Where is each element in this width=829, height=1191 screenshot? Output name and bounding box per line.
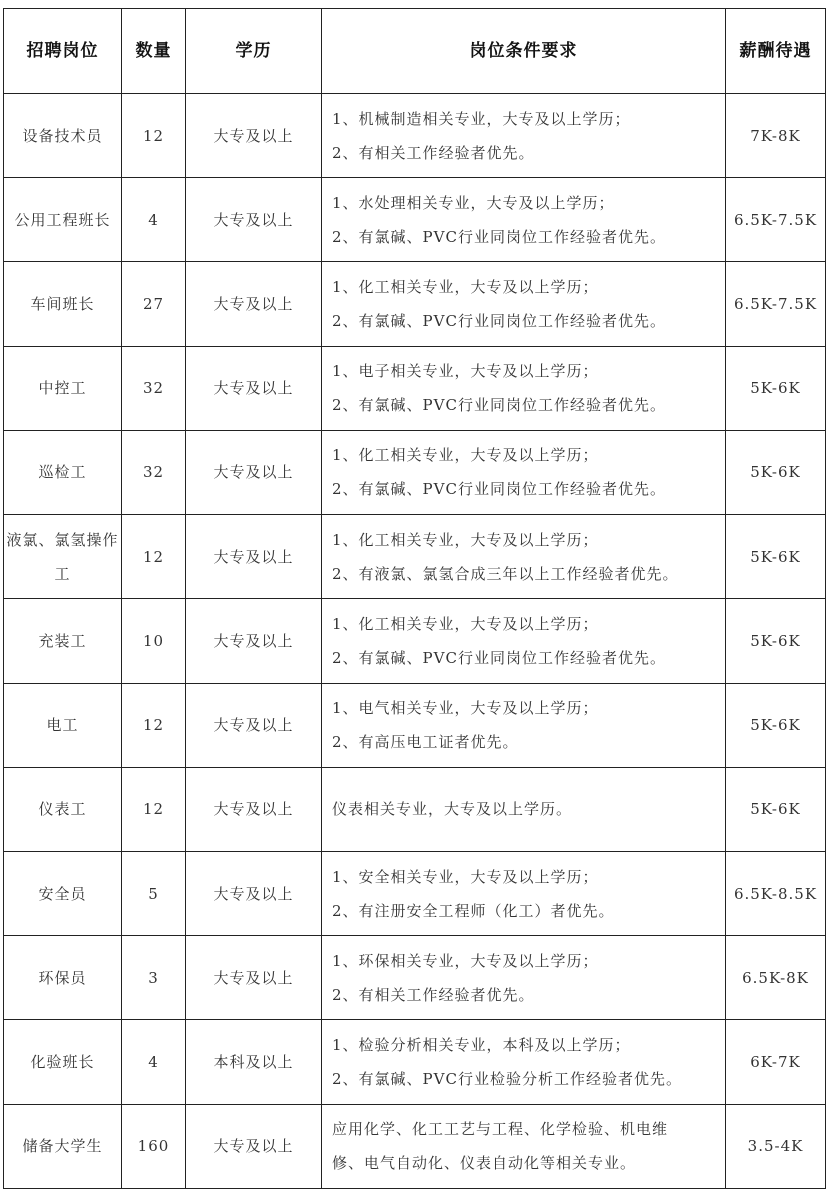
table-row	[4, 94, 826, 178]
requirement-line: 仪表相关专业，大专及以上学历。	[332, 800, 573, 819]
table-row	[4, 262, 826, 346]
salary-cell: 6.5K-8.5K	[726, 851, 826, 935]
count-cell: 12	[122, 94, 186, 178]
salary-cell: 6.5K-7.5K	[726, 178, 826, 262]
requirements-cell	[322, 178, 726, 262]
requirement-line: 应用化学、化工工艺与工程、化学检验、机电维	[332, 1120, 669, 1139]
requirement-line: 2、有氯碱、PVC行业检验分析工作经验者优先。	[332, 1070, 682, 1089]
position-cell: 巡检工	[4, 430, 122, 514]
requirements-cell	[322, 262, 726, 346]
salary-cell: 5K-6K	[726, 346, 826, 430]
table-row	[4, 851, 826, 935]
requirement-line: 2、有相关工作经验者优先。	[332, 985, 535, 1004]
requirement-line: 2、有氯碱、PVC行业同岗位工作经验者优先。	[332, 396, 666, 415]
requirements-cell	[322, 767, 726, 851]
salary-cell: 5K-6K	[726, 683, 826, 767]
position-cell: 电工	[4, 683, 122, 767]
count-cell: 32	[122, 346, 186, 430]
table-header-row	[4, 9, 826, 94]
table-row	[4, 683, 826, 767]
requirement-line: 2、有高压电工证者优先。	[332, 733, 519, 752]
salary-cell: 5K-6K	[726, 767, 826, 851]
requirements-cell	[322, 430, 726, 514]
requirement-line: 1、化工相关专业，大专及以上学历；	[332, 614, 599, 633]
position-cell: 环保员	[4, 936, 122, 1020]
education-cell: 大专及以上	[186, 515, 322, 599]
position-cell: 设备技术员	[4, 94, 122, 178]
count-cell: 32	[122, 430, 186, 514]
table-row	[4, 346, 826, 430]
requirements-cell	[322, 1020, 726, 1104]
requirement-line: 1、水处理相关专业，大专及以上学历；	[332, 193, 615, 212]
salary-cell: 6K-7K	[726, 1020, 826, 1104]
education-cell: 大专及以上	[186, 178, 322, 262]
education-cell: 大专及以上	[186, 430, 322, 514]
count-cell: 12	[122, 767, 186, 851]
education-cell: 本科及以上	[186, 1020, 322, 1104]
recruitment-table	[3, 8, 826, 1189]
education-cell: 大专及以上	[186, 346, 322, 430]
position-cell: 液氯、氯氢操作工	[4, 515, 122, 599]
count-cell: 12	[122, 683, 186, 767]
salary-cell: 6.5K-8K	[726, 936, 826, 1020]
requirement-line: 1、检验分析相关专业，本科及以上学历；	[332, 1036, 631, 1055]
position-cell: 化验班长	[4, 1020, 122, 1104]
count-cell: 4	[122, 178, 186, 262]
position-cell: 充装工	[4, 599, 122, 683]
table-row	[4, 430, 826, 514]
position-cell: 储备大学生	[4, 1104, 122, 1188]
count-cell: 10	[122, 599, 186, 683]
header-education: 学历	[186, 9, 322, 94]
table-row	[4, 1104, 826, 1188]
requirement-line: 1、电子相关专业，大专及以上学历；	[332, 362, 599, 381]
position-cell: 车间班长	[4, 262, 122, 346]
requirement-line: 2、有氯碱、PVC行业同岗位工作经验者优先。	[332, 312, 666, 331]
requirements-cell	[322, 1104, 726, 1188]
table-row	[4, 767, 826, 851]
count-cell: 12	[122, 515, 186, 599]
requirement-line: 1、电气相关专业，大专及以上学历；	[332, 699, 599, 718]
education-cell: 大专及以上	[186, 94, 322, 178]
requirement-line: 1、化工相关专业，大专及以上学历；	[332, 446, 599, 465]
requirement-line: 1、机械制造相关专业，大专及以上学历；	[332, 109, 631, 128]
position-cell: 仪表工	[4, 767, 122, 851]
count-cell: 3	[122, 936, 186, 1020]
count-cell: 5	[122, 851, 186, 935]
requirement-line: 1、安全相关专业，大专及以上学历；	[332, 867, 599, 886]
education-cell: 大专及以上	[186, 851, 322, 935]
education-cell: 大专及以上	[186, 936, 322, 1020]
requirements-cell	[322, 851, 726, 935]
requirements-cell	[322, 94, 726, 178]
requirements-cell	[322, 599, 726, 683]
table-row	[4, 936, 826, 1020]
requirement-line: 2、有注册安全工程师（化工）者优先。	[332, 901, 615, 920]
requirement-line: 2、有液氯、氯氢合成三年以上工作经验者优先。	[332, 564, 679, 583]
requirement-line: 1、化工相关专业，大专及以上学历；	[332, 278, 599, 297]
header-requirements: 岗位条件要求	[322, 9, 726, 94]
education-cell: 大专及以上	[186, 1104, 322, 1188]
requirement-line: 1、化工相关专业，大专及以上学历；	[332, 530, 599, 549]
requirement-line: 2、有氯碱、PVC行业同岗位工作经验者优先。	[332, 227, 666, 246]
education-cell: 大专及以上	[186, 683, 322, 767]
requirements-cell	[322, 346, 726, 430]
header-salary: 薪酬待遇	[726, 9, 826, 94]
requirements-cell	[322, 515, 726, 599]
table-row	[4, 1020, 826, 1104]
salary-cell: 5K-6K	[726, 430, 826, 514]
count-cell: 27	[122, 262, 186, 346]
header-position: 招聘岗位	[4, 9, 122, 94]
requirement-line: 1、环保相关专业，大专及以上学历；	[332, 951, 599, 970]
table-row	[4, 599, 826, 683]
position-cell: 公用工程班长	[4, 178, 122, 262]
salary-cell: 7K-8K	[726, 94, 826, 178]
requirement-line: 修、电气自动化、仪表自动化等相关专业。	[332, 1154, 637, 1173]
education-cell: 大专及以上	[186, 767, 322, 851]
salary-cell: 6.5K-7.5K	[726, 262, 826, 346]
salary-cell: 5K-6K	[726, 599, 826, 683]
table-row	[4, 515, 826, 599]
position-cell: 安全员	[4, 851, 122, 935]
header-count: 数量	[122, 9, 186, 94]
salary-cell: 5K-6K	[726, 515, 826, 599]
requirement-line: 2、有相关工作经验者优先。	[332, 143, 535, 162]
count-cell: 160	[122, 1104, 186, 1188]
salary-cell: 3.5-4K	[726, 1104, 826, 1188]
position-cell: 中控工	[4, 346, 122, 430]
requirements-cell	[322, 683, 726, 767]
count-cell: 4	[122, 1020, 186, 1104]
requirement-line: 2、有氯碱、PVC行业同岗位工作经验者优先。	[332, 648, 666, 667]
education-cell: 大专及以上	[186, 599, 322, 683]
requirement-line: 2、有氯碱、PVC行业同岗位工作经验者优先。	[332, 480, 666, 499]
education-cell: 大专及以上	[186, 262, 322, 346]
requirements-cell	[322, 936, 726, 1020]
table-row	[4, 178, 826, 262]
